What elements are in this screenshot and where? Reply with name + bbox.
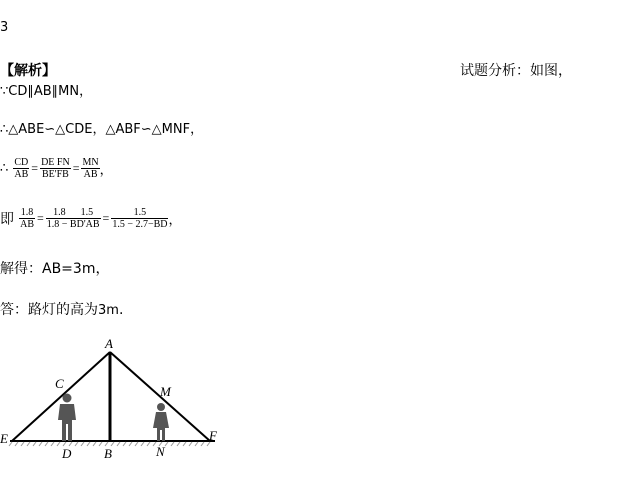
person-cd-icon: [58, 394, 76, 442]
answer-text: 答：路灯的高为: [0, 302, 98, 318]
label-n: N: [156, 444, 165, 459]
frac-den-be: BE: [41, 169, 55, 180]
label-e: E: [0, 431, 8, 446]
frac-num-de: DE: [41, 157, 55, 168]
label-c: C: [55, 376, 64, 391]
step-similar: ∴△ABE∽△CDE，△ABF∽△MNF，: [0, 122, 204, 137]
frac-num: CD: [14, 157, 29, 168]
frac-num: MN: [82, 157, 99, 168]
frac-num: 1.5: [111, 207, 168, 219]
therefore-symbol: ∴: [0, 161, 9, 176]
label-f: F: [209, 428, 217, 443]
answer-end: .: [118, 302, 124, 318]
label-b: B: [104, 446, 112, 461]
frac-num-b: 1.5: [80, 207, 94, 218]
frac-den-a: 1.8 − BD: [46, 219, 84, 230]
fraction-de-be-fn-fb: [40, 157, 71, 180]
frac-num: [40, 157, 71, 169]
step-solve: 解得：AB=3m，: [0, 261, 110, 277]
equals-sign: =: [72, 161, 80, 175]
equals-sign: =: [37, 211, 44, 225]
ray-ae: [12, 352, 110, 441]
namely-label: 即: [0, 211, 14, 228]
label-d: D: [62, 446, 72, 461]
step-substitute: [0, 207, 182, 230]
analysis-label: 试题分析：如图，: [460, 63, 572, 79]
label-a: A: [105, 336, 113, 351]
fraction-cd-ab: [13, 157, 29, 180]
person-mn-icon: [153, 403, 169, 441]
equals-sign: =: [31, 161, 39, 175]
frac-num-a: 1.8: [53, 207, 66, 218]
frac-den-fb: FB: [56, 169, 69, 180]
frac-num: 1.8: [20, 207, 34, 218]
comma: ，: [99, 163, 113, 178]
section-title: 【解析】: [0, 63, 56, 79]
step-ratio: [0, 157, 113, 180]
frac-num-fn: FN: [56, 157, 70, 168]
frac-den: 1.5 − 2.7−BD: [112, 219, 168, 230]
frac-num: [46, 207, 101, 219]
fraction-1-8-ab: [19, 207, 35, 230]
label-m: M: [160, 384, 171, 399]
frac-den: AB: [14, 169, 29, 180]
frac-den: BE'FB: [41, 169, 69, 180]
geometry-figure: [0, 330, 230, 470]
frac-den-b: AB: [85, 219, 100, 230]
equals-sign: =: [102, 211, 110, 225]
comma: ，: [168, 213, 182, 228]
frac-den: AB: [83, 169, 98, 180]
fraction-1-5-bd: [111, 207, 168, 230]
answer-value: 3m: [98, 303, 119, 318]
fraction-mn-ab: [81, 157, 99, 180]
question-number: 3: [0, 20, 9, 35]
step-parallel: ∵CD∥AB∥MN，: [0, 84, 93, 99]
step-answer: [0, 299, 123, 319]
frac-den: AB: [20, 219, 34, 230]
frac-den: 1.8 − BD'AB: [46, 219, 100, 230]
fraction-1-8-bd: [46, 207, 101, 230]
